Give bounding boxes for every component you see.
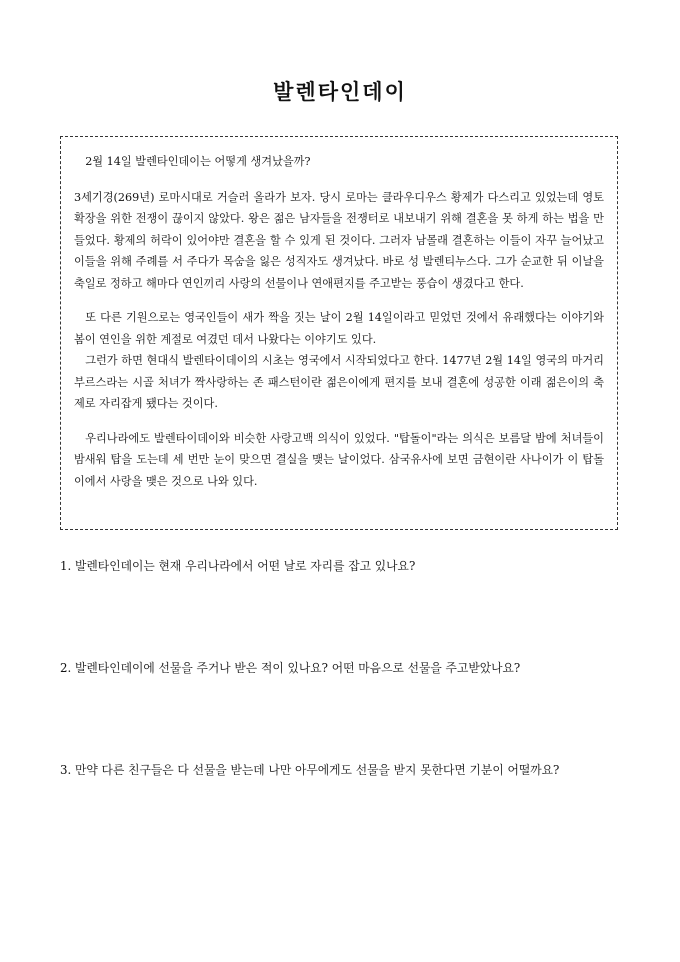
passage-paragraph: 우리나라에도 발렌타이데이와 비슷한 사랑고백 의식이 있었다. "탑돌이"라는 의식은 보름달 밤에 처녀들이 밤새워 탑을 도는데 세 번만 눈이 맞으면 결실을 맺는 날이었다. 삼국유사에 보면 금현이란 사나이가 이 탑돌이에서 사랑을 맺은 것으로 나와 있다. <box>74 431 604 488</box>
passage-question: 2월 14일 발렌타인데이는 어떻게 생겨났을까? <box>85 155 311 168</box>
passage-paragraph: 또 다른 기원으로는 영국인들이 새가 짝을 짓는 날이 2월 14일이라고 믿었던 것에서 유래했다는 이야기와 봄이 연인을 위한 계절로 여겼던 데서 나왔다는 이야기도 있다. <box>74 311 604 346</box>
question-item: 2. 발렌타인데이에 선물을 주거나 받은 적이 있나요? 어떤 마음으로 선물을 주고받았나요? <box>60 661 521 675</box>
page-title: 발렌타인데이 <box>273 79 407 104</box>
question-item: 3. 만약 다른 친구들은 다 선물을 받는데 나만 아무에게도 선물을 받지 못한다면 기분이 어떨까요? <box>60 763 560 777</box>
passage-paragraph: 그런가 하면 현대식 발렌타이데이의 시초는 영국에서 시작되었다고 한다. 1477년 2월 14일 영국의 마거리 부르스라는 시골 처녀가 짝사랑하는 존 패스턴이란 젊은이에게 편지를 보내 결혼에 성공한 이래 젊은이의 축제로 자리잡게 됐다는 것이다. <box>74 354 604 410</box>
reading-passage-box <box>60 136 618 530</box>
passage-paragraph: 3세기경(269년) 로마시대로 거슬러 올라가 보자. 당시 로마는 클라우디우스 황제가 다스리고 있었는데 영토 확장을 위한 전쟁이 끊이지 않았다. 왕은 젊은 남자들을 전쟁터로 내보내기 위해 결혼을 못 하게 하는 법을 만들었다. 황제의 허락이 있어야만 결혼을 할 수 있게 된 것이다. 그러자 남몰래 결혼하는 이들이 자꾸 늘어났고 이들을 위해 주례를 서 주다가 목숨을 잃은 성직자도 생겨났다. 바로 성 발렌티누스다. 그가 순교한 뒤 이날을 축일로 정하고 해마다 연인끼리 사랑의 선물이나 연애편지를 주고받는 풍습이 생겼다고 한다. <box>74 190 604 290</box>
question-item: 1. 발렌타인데이는 현재 우리나라에서 어떤 날로 자리를 잡고 있나요? <box>60 559 416 573</box>
